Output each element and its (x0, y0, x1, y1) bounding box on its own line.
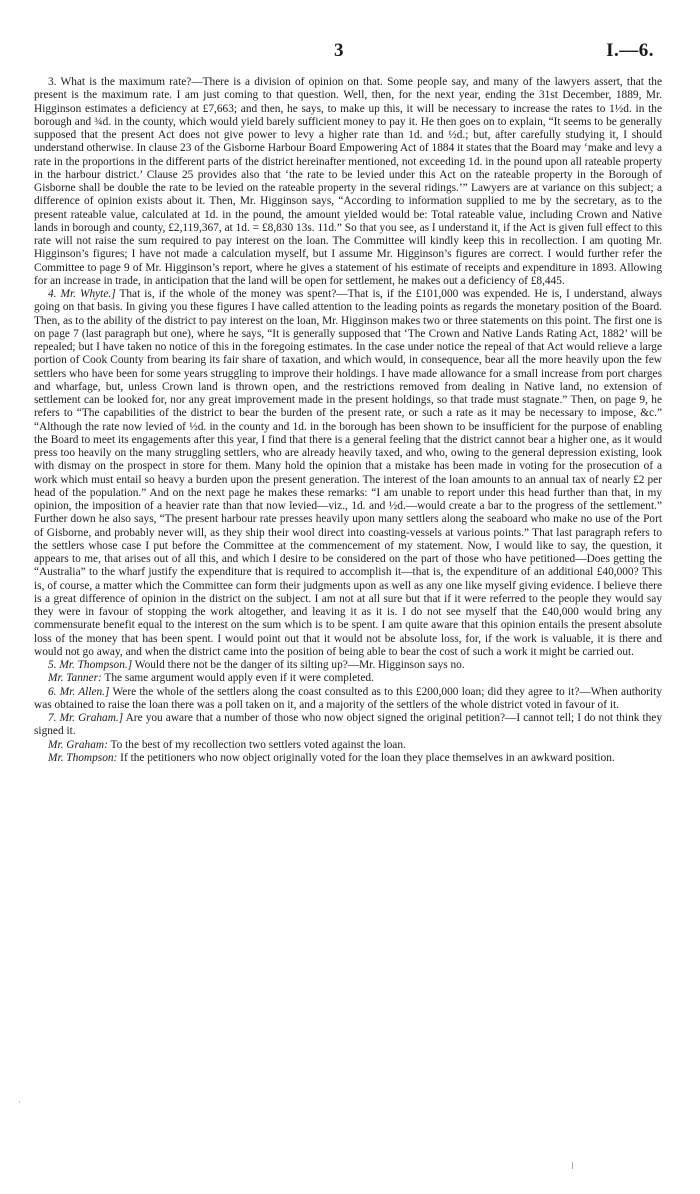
paragraph-text: To the best of my recollection two settlers voted against the loan. (107, 738, 406, 751)
margin-tick (572, 1162, 573, 1169)
document-body (34, 76, 662, 765)
paragraph-text: Are you aware that a number of those who now object signed the original petition?—I cannot tell; I do not think they signed it. (34, 712, 663, 738)
page-header (0, 40, 700, 64)
paragraph-4 (34, 288, 662, 659)
paragraph-5 (34, 659, 662, 672)
paragraph-text: 3. What is the maximum rate?—There is a division of opinion on that. Some people say, and many of the lawyers assert, that the present is the maximum rate. I am just coming to that question. Well, then, for the next year, ending the 31st December, 1889, Mr. Higginson estimates a deficiency at £7,663; and then, he says, to make up this, it will be necessary to increase the rates to 1½d. in the borough and ¾d. in the county, which would yield barely sufficient money to pay it. He then goes on to explain, “It seems to be generally supposed that the present Act does not give power to levy a higher rate than 1d. and ½d.; but, after carefully studying it, I should understand otherwise. In clause 23 of the Gisborne Harbour Board Empowering Act of 1884 it states that the Board may ‘make and levy a rate in the proportions in the different parts of the district hereinafter mentioned, not exceeding 1d. in the pound upon all rateable property in the harbour district.’ Clause 25 provides also that ‘the rate to be levied under this Act on the rateable property in the Borough of Gisborne shall be double the rate to be levied on the rateable property in the several ridings.’” Lawyers are at variance on this subject; a difference of opinion exists about it. Then, Mr. Higginson says, “According to information supplied to me by the secretary, as to the present rateable value, calculated at 1d. in the pound, the amount yielded would be: Total rateable value, including Crown and Native lands in borough and county, £2,119,367, at 1d. = £8,830 13s. 11d.” So that you see, as I understand it, if the Act is given full effect to this rate will not raise the sum required to pay interest on the loan. The Committee will kindly keep this in recollection. I am quoting Mr. Higginson’s figures; I have not made a calculation myself, but I assume Mr. Higginson’s figures are correct. I would further refer the Committee to page 9 of Mr. Higginson’s report, where he gives a statement of his estimate of receipts and expenditure in 1893. Allowing for an increase in trade, in anticipation that the land will be open for settlement, he makes out a deficiency of £8,445. (34, 76, 662, 287)
speaker-tag: 5. Mr. Thompson.] (48, 659, 133, 671)
paragraph-3 (34, 76, 662, 288)
page-number: 3 (334, 40, 344, 61)
paragraph-6 (34, 686, 662, 713)
document-reference: I.—6. (606, 40, 654, 61)
paragraph-7 (34, 712, 662, 739)
speaker-tag: 6. Mr. Allen.] (48, 685, 110, 698)
speaker-tag: 4. Mr. Whyte.] (48, 288, 116, 300)
paragraph-thompson (34, 752, 662, 765)
paragraph-text: The same argument would apply even if it were completed. (101, 672, 374, 685)
paragraph-text: Would there not be the danger of its silting up?—Mr. Higginson says no. (132, 659, 465, 671)
paragraph-text: Were the whole of the settlers along the coast consulted as to this £200,000 loan; did they agree to it?—When authority was obtained to raise the loan there was a poll taken on it, and a majority of the settlers of the whole district voted in favour of it. (34, 685, 662, 711)
margin-mark: · (18, 1098, 21, 1107)
paragraph-text: If the petitioners who now object originally voted for the loan they place themselves in an awkward position. (117, 751, 615, 764)
speaker-tag: Mr. Graham: (48, 738, 108, 751)
paragraph-graham (34, 739, 662, 752)
speaker-tag: Mr. Thompson: (48, 751, 118, 764)
paragraph-tanner (34, 672, 662, 685)
speaker-tag: 7. Mr. Graham.] (48, 712, 124, 724)
speaker-tag: Mr. Tanner: (48, 672, 102, 685)
paragraph-text: That is, if the whole of the money was spent?—That is, if the £101,000 was expended. He is, I understand, always going on that basis. In giving you these figures I have called attention to the leading points as regards the monetary position of the Board. Then, as to the ability of the district to pay interest on the loan, Mr. Higginson makes two or three statements on this point. The first one is on page 7 (last paragraph but one), where he says, “It is generally supposed that ‘The Crown and Native Lands Rating Act, 1882’ will be repealed; but I have taken no notice of this in the foregoing estimates. In the case under notice the repeal of that Act would relieve a large portion of Cook County from bearing its fair share of taxation, and which would, in consequence, bear all the more heavily upon the few settlers who have been for some years struggling to improve their holdings. I have made allowance for a small increase from port charges and wharfage, but, unless Crown land is thrown open, and the restrictions removed from dealing in Native land, no extension of settlement can be looked for, nor any great improvement made in the present holdings, so that trade must stagnate.” Then, on page 9, he refers to “The capabilities of the district to bear the burden of the present rate, or such a rate as it may be necessary to impose, &c.” “Although the rate now levied of ½d. in the county and 1d. in the borough has been shown to be insufficient for the purpose of enabling the Board to meet its engagements after this year, I find that there is a general feeling that the district cannot bear a higher one, as it would press too heavily on the many struggling settlers, who are already heavily taxed, and who, owing to the general depression existing, look with dismay on the prospect in store for them. Many hold the opinion that a mistake has been made in voting for the prosecution of a work which must entail so heavy a burden upon the present generation. The interest of the loan amounts to an annual tax of nearly £2 per head of the population.” And on the next page he makes these remarks: “I am unable to report under this head further than that, in my opinion, the imposition of a heavier rate than that now levied—viz., 1d. and ½d.—would create a bar to the progress of the settlement.” Further down he also says, “The present harbour rate presses heavily upon many settlers along the seaboard who make no use of the Port of Gisborne, and probably never will, as they ship their wool direct into coasting-vessels at various points.” That last paragraph refers to the settlers whose case I put before the Committee at the commencement of my statement. Now, I would like to say, the question, it appears to me, that arises out of all this, and which I desire to be considered on the part of those who have petitioned—Does getting the “Australia” to the wharf justify the expenditure that is required to accomplish it—that is, the expenditure of an additional £40,000? This is, of course, a matter which the Committee can form their judgments upon as well as any one like myself giving evidence. I believe there is a great difference of opinion in the district on the subject. I am not at all sure but that if it were referred to the people they would say they were in favour of stopping the work altogether, and leaving it as it is. I do not see myself that the £40,000 would bring any commensurate benefit equal to the interest on the sum which is to be spent. I am quite aware that this opinion entails the present absolute loss of the money that has been spent. I would point out that it would not be absolute loss, for, if the work is valuable, it is there and would not go away, and when the district came into the position of being able to bear the cost of such a work it might be carried out. (34, 288, 663, 658)
